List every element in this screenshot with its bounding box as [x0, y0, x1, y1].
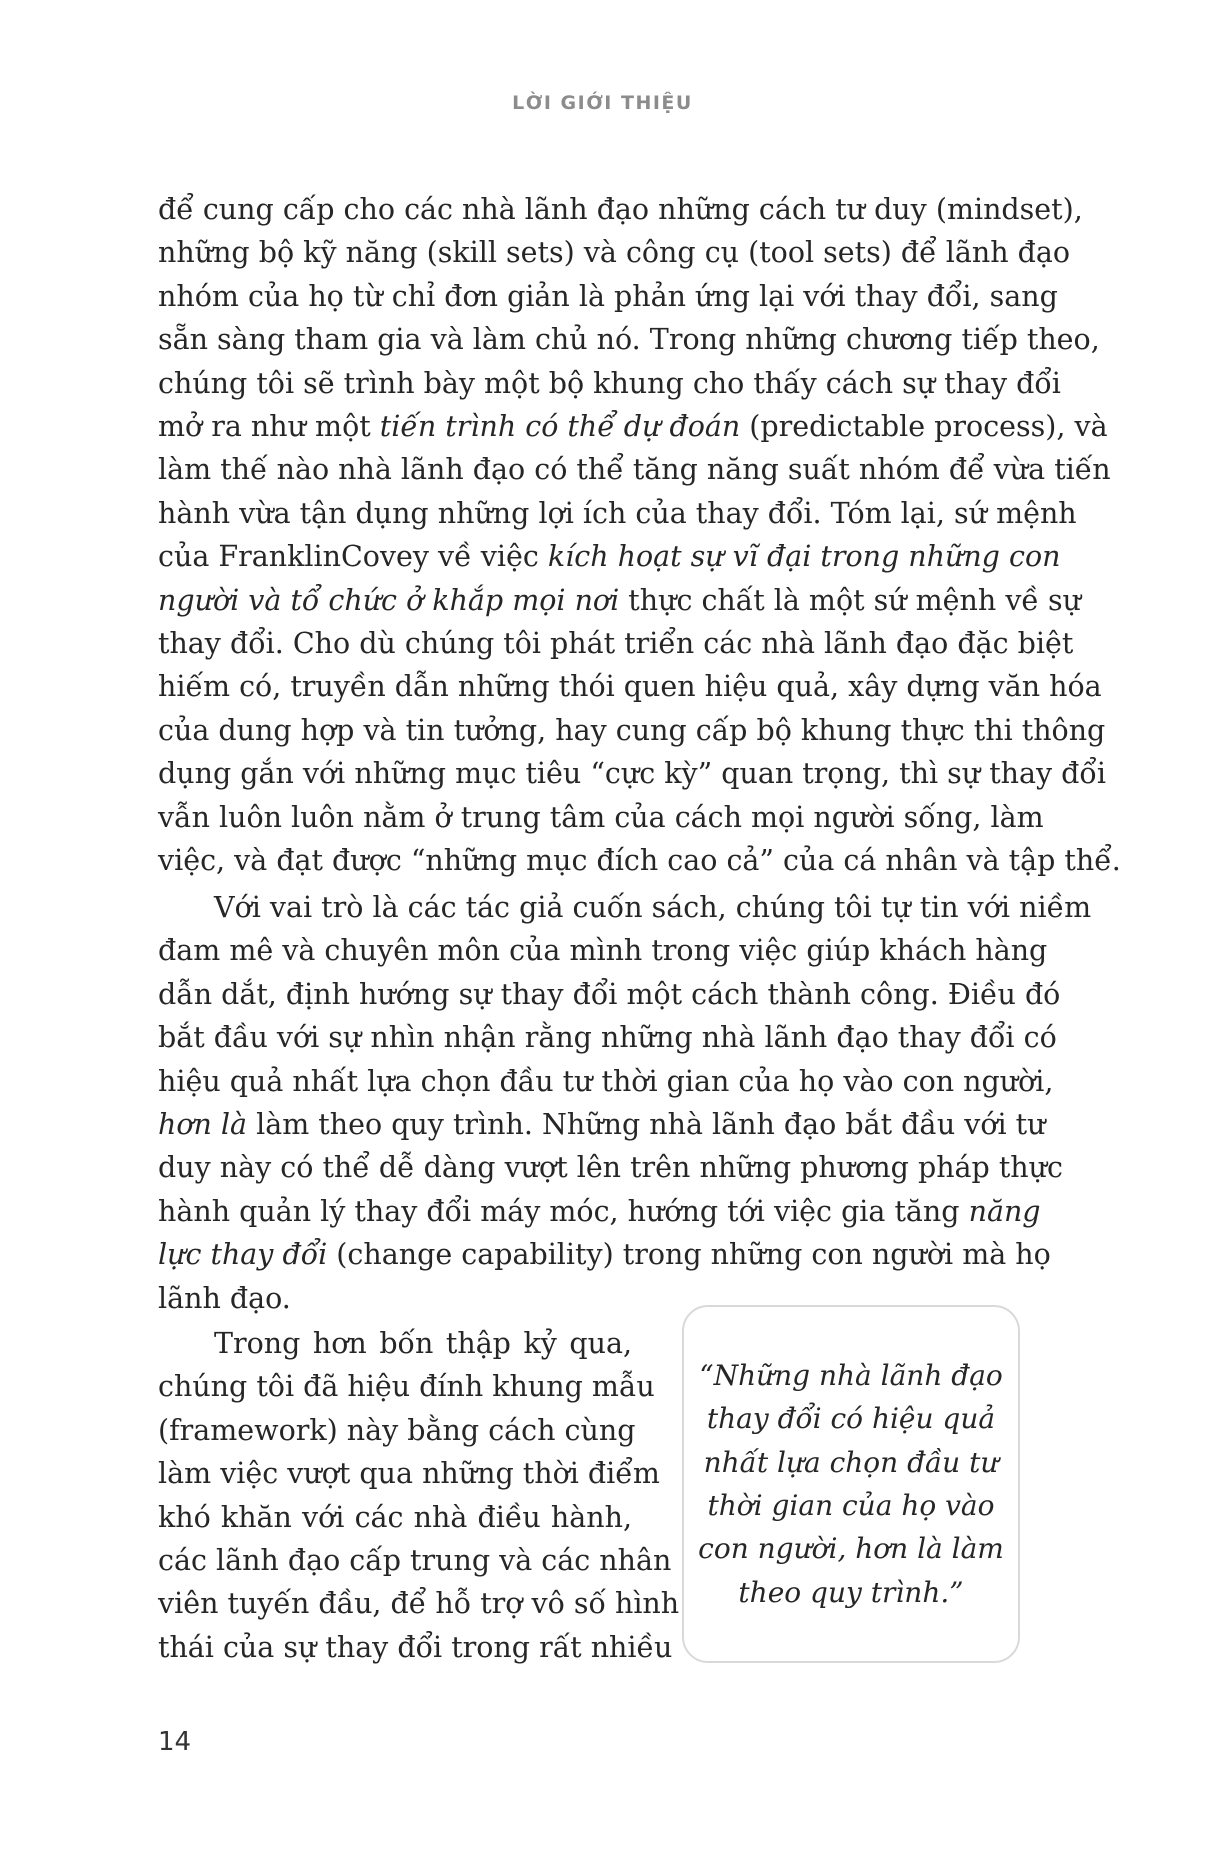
quote-line: thay đổi có hiệu quả	[706, 1402, 996, 1436]
italic-phrase: lực thay đổi	[158, 1238, 328, 1272]
running-header: LỜI GIỚI THIỆU	[512, 92, 693, 114]
text-line: việc, và đạt được “những mục đích cao cả” của cá nhân và tập thể.	[158, 844, 1121, 878]
text-line: làm việc vượt qua những thời điểm	[158, 1457, 660, 1491]
text-line: khó khăn với các nhà điều hành,	[158, 1500, 632, 1534]
text-line-with-italic	[158, 405, 1108, 448]
text-segment: hành quản lý thay đổi máy móc, hướng tới việc gia tăng	[158, 1194, 969, 1228]
pull-quote-text	[684, 1354, 1018, 1614]
italic-phrase: năng	[968, 1194, 1041, 1228]
text-line: để cung cấp cho các nhà lãnh đạo những cách tư duy (mindset),	[158, 193, 1083, 226]
quote-line: con người, hơn là làm	[698, 1532, 1004, 1566]
text-line: làm thế nào nhà lãnh đạo có thể tăng năng suất nhóm để vừa tiến	[158, 453, 1111, 487]
text-segment: thực chất là một sứ mệnh về sự	[619, 583, 1081, 617]
page-number: 14	[158, 1727, 192, 1757]
italic-phrase: người và tổ chức ở khắp mọi nơi	[158, 583, 620, 617]
text-line: thay đổi. Cho dù chúng tôi phát triển các nhà lãnh đạo đặc biệt	[158, 627, 1074, 661]
text-line: nhóm của họ từ chỉ đơn giản là phản ứng lại với thay đổi, sang	[158, 279, 1058, 313]
text-line: dẫn dắt, định hướng sự thay đổi một cách thành công. Điều đó	[158, 977, 1061, 1011]
text-segment: của FranklinCovey về việc	[158, 540, 548, 574]
text-line-with-italic	[158, 1190, 1041, 1233]
text-line: hành vừa tận dụng những lợi ích của thay đổi. Tóm lại, sứ mệnh	[158, 496, 1077, 530]
text-line: sẵn sàng tham gia và làm chủ nó. Trong những chương tiếp theo,	[158, 323, 1100, 357]
text-segment: mở ra như một	[158, 410, 380, 444]
text-line: chúng tôi sẽ trình bày một bộ khung cho thấy cách sự thay đổi	[158, 366, 1061, 400]
quote-line: thời gian của họ vào	[707, 1489, 995, 1522]
text-line: thái của sự thay đổi trong rất nhiều	[158, 1630, 673, 1664]
quote-line: “Những nhà lãnh đạo	[699, 1358, 1003, 1392]
text-line: của dung hợp và tin tưởng, hay cung cấp bộ khung thực thi thông	[158, 713, 1106, 747]
text-line-with-italic	[158, 579, 1081, 622]
text-segment: (predictable process), và	[740, 410, 1108, 444]
text-line: các lãnh đạo cấp trung và các nhân	[158, 1544, 672, 1578]
text-line: viên tuyến đầu, để hỗ trợ vô số hình	[158, 1587, 680, 1621]
text-line: bắt đầu với sự nhìn nhận rằng những nhà lãnh đạo thay đổi có	[158, 1021, 1057, 1055]
italic-phrase: tiến trình có thể dự đoán	[379, 410, 741, 444]
text-line: hiệu quả nhất lựa chọn đầu tư thời gian của họ vào con người,	[158, 1064, 1054, 1098]
text-line-with-italic	[158, 535, 1061, 578]
pull-quote-box	[682, 1305, 1020, 1663]
text-line: hiếm có, truyền dẫn những thói quen hiệu quả, xây dựng văn hóa	[158, 670, 1102, 704]
text-line: Trong hơn bốn thập kỷ qua,	[214, 1327, 632, 1360]
text-line: vẫn luôn luôn nằm ở trung tâm của cách mọi người sống, làm	[158, 800, 1044, 834]
paragraph-3	[158, 1322, 680, 1669]
quote-line: theo quy trình.”	[738, 1575, 964, 1609]
text-line: (framework) này bằng cách cùng	[158, 1413, 636, 1447]
italic-phrase: kích hoạt sự vĩ đại trong những con	[547, 540, 1061, 574]
text-line: lãnh đạo.	[158, 1281, 291, 1315]
paragraph-1	[158, 188, 1121, 883]
italic-phrase: hơn là	[158, 1108, 248, 1142]
text-line: những bộ kỹ năng (skill sets) và công cụ (tool sets) để lãnh đạo	[158, 236, 1071, 270]
text-line-with-italic	[158, 1103, 1046, 1146]
text-line: dụng gắn với những mục tiêu “cực kỳ” quan trọng, thì sự thay đổi	[158, 757, 1106, 791]
text-line: chúng tôi đã hiệu đính khung mẫu	[158, 1370, 655, 1404]
quote-line: nhất lựa chọn đầu tư	[703, 1445, 999, 1479]
text-line: Với vai trò là các tác giả cuốn sách, chúng tôi tự tin với niềm	[214, 891, 1092, 924]
text-segment: (change capability) trong những con người mà họ	[327, 1238, 1051, 1272]
paragraph-2	[158, 886, 1092, 1320]
text-segment: làm theo quy trình. Những nhà lãnh đạo bắt đầu với tư	[247, 1108, 1046, 1142]
text-line: duy này có thể dễ dàng vượt lên trên những phương pháp thực	[158, 1151, 1063, 1185]
text-line-with-italic	[158, 1233, 1051, 1276]
text-line: đam mê và chuyên môn của mình trong việc giúp khách hàng	[158, 934, 1048, 968]
